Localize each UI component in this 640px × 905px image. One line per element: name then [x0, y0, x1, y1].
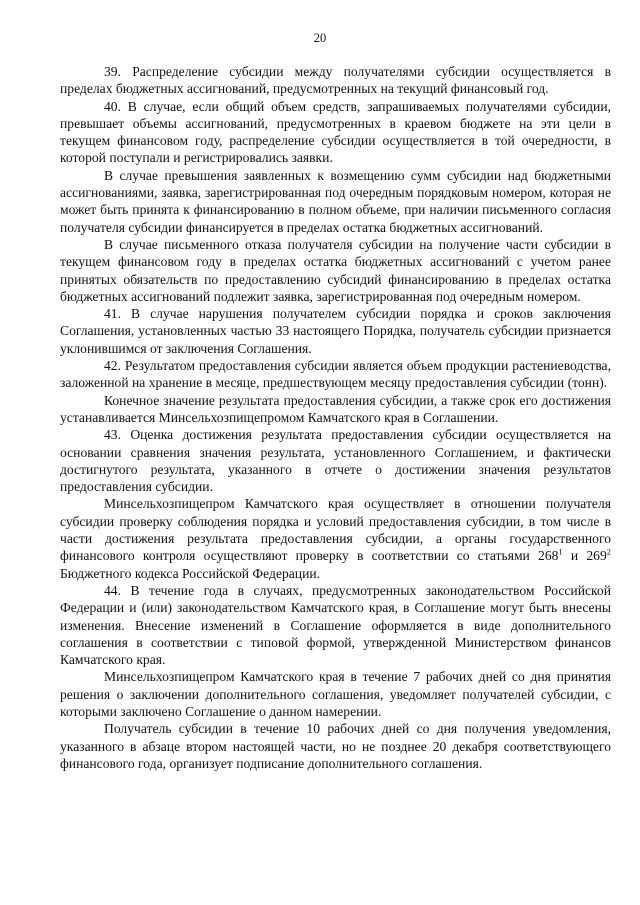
paragraph-42: 42. Результатом предоставления субсидии является объем продукции растениеводства, заложенной на хранение в месяце, предшествующем месяцу предоставления субсидии (тонн).: [60, 358, 611, 391]
page-number: 20: [313, 31, 327, 45]
control-text-start: Минсельхозпищепром Камчатского края осуществляет в отношении получателя субсидии проверку соблюдения порядка и условий предоставления субсидии, в том числе в части достижения результата предоставления субсидии, а органы государственного финансового контроля осуществляют проверку в соответствии со статьями 268: [60, 496, 611, 564]
document-body: [60, 63, 611, 772]
paragraph-40-refusal: В случае письменного отказа получателя субсидии на получение части субсидии в текущем финансовом году в пределах остатка бюджетных ассигнований с учетом ранее принятых обязательств по предоставлению субсидий финансированию в пределах остатка бюджетных ассигнований подлежит заявка, зарегистрированная под очередным номером.: [60, 236, 611, 304]
paragraph-40: 40. В случае, если общий объем средств, запрашиваемых получателями субсидии, превышает объемы ассигнований, предусмотренных в краевом бюджете на эти цели в текущем финансовом году, распределение субсидии осуществляется в той очередности, в которой поступали и регистрировались заявки.: [60, 98, 611, 166]
paragraph-43-control: [60, 495, 611, 581]
superscript-2: 2: [606, 546, 611, 557]
paragraph-44: 44. В течение года в случаях, предусмотренных законодательством Российской Федерации и (или) законодательством Камчатского края, в Соглашение могут быть внесены изменения. Внесение изменений в Соглашение оформляется в виде дополнительного соглашения в соответствии с типовой формой, утвержденной Министерством финансов Камчатского края.: [60, 582, 611, 668]
paragraph-41: 41. В случае нарушения получателем субсидии порядка и сроков заключения Соглашения, установленных частью 33 настоящего Порядка, получатель субсидии признается уклонившимся от заключения Соглашения.: [60, 306, 611, 356]
control-text-end: Бюджетного кодекса Российской Федерации.: [60, 565, 321, 581]
superscript-1: 1: [558, 546, 563, 557]
paragraph-43: 43. Оценка достижения результата предоставления субсидии осуществляется на основании сравнения значения результата, установленного Соглашением, и фактически достигнутого результата, указанного в отчете о достижении значения результатов предоставления субсидии.: [60, 427, 611, 495]
paragraph-44-signing: Получатель субсидии в течение 10 рабочих дней со дня получения уведомления, указанного в абзаце втором настоящей части, но не позднее 20 декабря соответствующего финансового года, организует подписание дополнительного соглашения.: [60, 721, 611, 771]
paragraph-40-excess: В случае превышения заявленных к возмещению сумм субсидии над бюджетными ассигнованиями, заявка, зарегистрированная под очередным порядковым номером, которая не может быть принята к финансированию в полном объеме, при наличии письменного согласия получателя субсидии финансируется в пределах остатка бюджетных ассигнований.: [60, 167, 611, 235]
paragraph-42-final-value: Конечное значение результата предоставления субсидии, а также срок его достижения устанавливается Минсельхозпищепромом Камчатского края в Соглашении.: [60, 392, 611, 425]
paragraph-44-notification: Минсельхозпищепром Камчатского края в течение 7 рабочих дней со дня принятия решения о заключении дополнительного соглашения, уведомляет получателей субсидии, с которыми заключено Соглашение о данном намерении.: [60, 669, 611, 719]
paragraph-39: 39. Распределение субсидии между получателями субсидии осуществляется в пределах бюджетных ассигнований, предусмотренных на текущий финансовый год.: [60, 64, 611, 97]
control-text-middle: и 269: [562, 548, 607, 564]
